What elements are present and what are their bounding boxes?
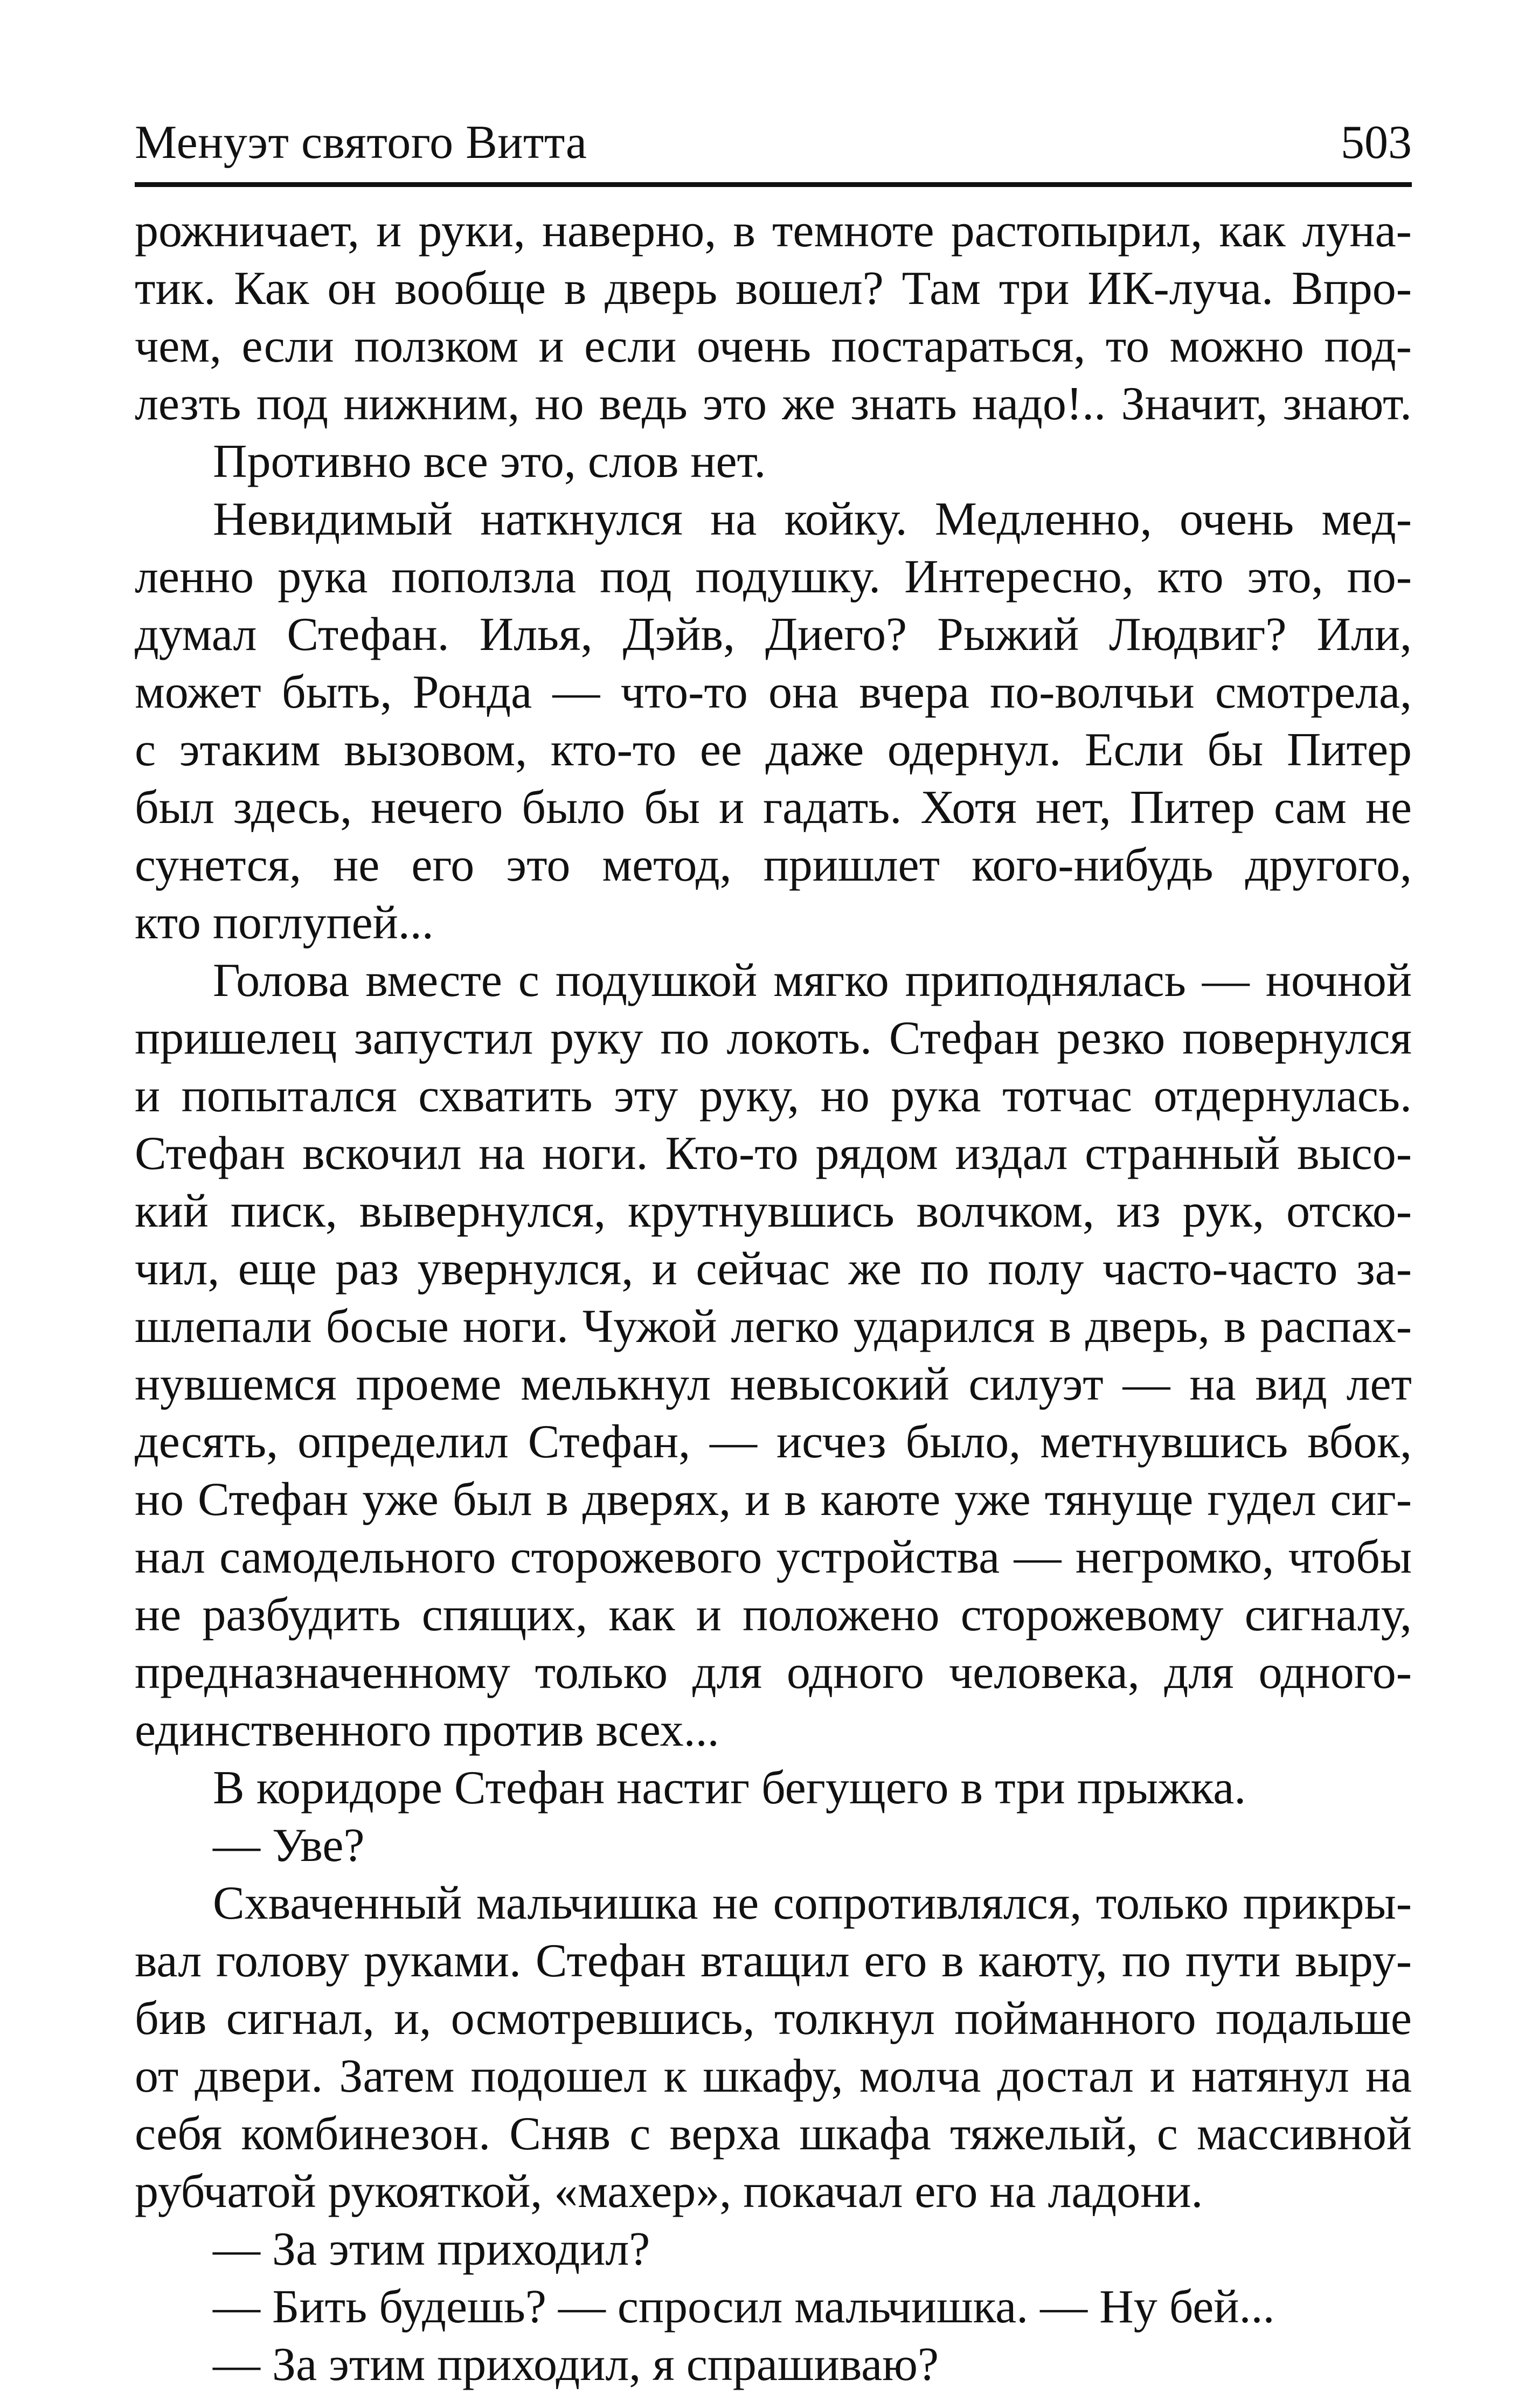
text-line: от двери. Затем подошел к шкафу, молча достал и натянул на	[135, 2050, 1412, 2102]
text-line: с этаким вызовом, кто-то ее даже одернул. Если бы Питер	[135, 724, 1412, 776]
text-line: лезть под нижним, но ведь это же знать надо!.. Значит, знают.	[135, 378, 1412, 430]
text-line: вал голову руками. Стефан втащил его в каюту, по пути выру-	[135, 1935, 1412, 1987]
text-line: Стефан вскочил на ноги. Кто-то рядом издал странный высо-	[135, 1127, 1412, 1180]
text-line: шлепали босые ноги. Чужой легко ударился в дверь, в распах-	[135, 1300, 1412, 1353]
text-line: кто поглупей...	[135, 897, 434, 949]
text-line: — Уве?	[213, 1819, 365, 1872]
text-line: — За этим приходил, я спрашиваю?	[213, 2338, 939, 2391]
text-line: тик. Как он вообще в дверь вошел? Там три ИК-луча. Впро-	[135, 262, 1412, 315]
text-line: Невидимый наткнулся на койку. Медленно, очень мед-	[213, 493, 1412, 545]
text-line: Противно все это, слов нет.	[213, 435, 766, 488]
text-line: ленно рука поползла под подушку. Интересно, кто это, по-	[135, 551, 1412, 603]
text-line: рубчатой рукояткой, «махер», покачал его на ладони.	[135, 2165, 1203, 2218]
body-text	[135, 202, 1412, 2393]
text-line: единственного против всех...	[135, 1704, 719, 1756]
text-line: нал самодельного сторожевого устройства — негромко, чтобы	[135, 1531, 1412, 1583]
text-line: сунется, не его это метод, пришлет кого-нибудь другого,	[135, 839, 1412, 891]
text-line: кий писк, вывернулся, крутнувшись волчком, из рук, отско-	[135, 1185, 1412, 1237]
text-line: чил, еще раз увернулся, и сейчас же по полу часто-часто за-	[135, 1243, 1412, 1295]
text-line: нувшемся проеме мелькнул невысокий силуэт — на вид лет	[135, 1358, 1412, 1410]
text-line: предназначенному только для одного человека, для одного-	[135, 1646, 1412, 1699]
text-line: рожничает, и руки, наверно, в темноте растопырил, как луна-	[135, 205, 1412, 257]
running-head	[135, 110, 1412, 175]
page-number: 503	[1341, 116, 1412, 169]
text-line: чем, если ползком и если очень постараться, то можно под-	[135, 320, 1412, 372]
text-line: десять, определил Стефан, — исчез было, метнувшись вбок,	[135, 1416, 1412, 1468]
text-line: был здесь, нечего было бы и гадать. Хотя нет, Питер сам не	[135, 781, 1412, 834]
text-line: — За этим приходил?	[213, 2223, 650, 2275]
text-line: Голова вместе с подушкой мягко приподнялась — ночной	[213, 954, 1412, 1007]
text-line: бив сигнал, и, осмотревшись, толкнул пойманного подальше	[135, 1992, 1412, 2045]
text-line: не разбудить спящих, как и положено сторожевому сигналу,	[135, 1589, 1412, 1641]
header-rule	[135, 182, 1412, 187]
text-line: пришелец запустил руку по локоть. Стефан резко повернулся	[135, 1012, 1412, 1064]
text-line: В коридоре Стефан настиг бегущего в три прыжка.	[213, 1762, 1246, 1814]
text-line: Схваченный мальчишка не сопротивлялся, только прикры-	[213, 1877, 1412, 1929]
running-title: Менуэт святого Витта	[135, 116, 587, 169]
text-line: и попытался схватить эту руку, но рука тотчас отдернулась.	[135, 1070, 1412, 1122]
text-line: думал Стефан. Илья, Дэйв, Диего? Рыжий Людвиг? Или,	[135, 608, 1412, 661]
text-line: себя комбинезон. Сняв с верха шкафа тяжелый, с массивной	[135, 2108, 1412, 2160]
text-line: но Стефан уже был в дверях, и в каюте уже тянуще гудел сиг-	[135, 1473, 1412, 1526]
text-line: — Бить будешь? — спросил мальчишка. — Ну бей...	[213, 2281, 1275, 2333]
text-line: может быть, Ронда — что-то она вчера по-волчьи смотрела,	[135, 666, 1412, 718]
